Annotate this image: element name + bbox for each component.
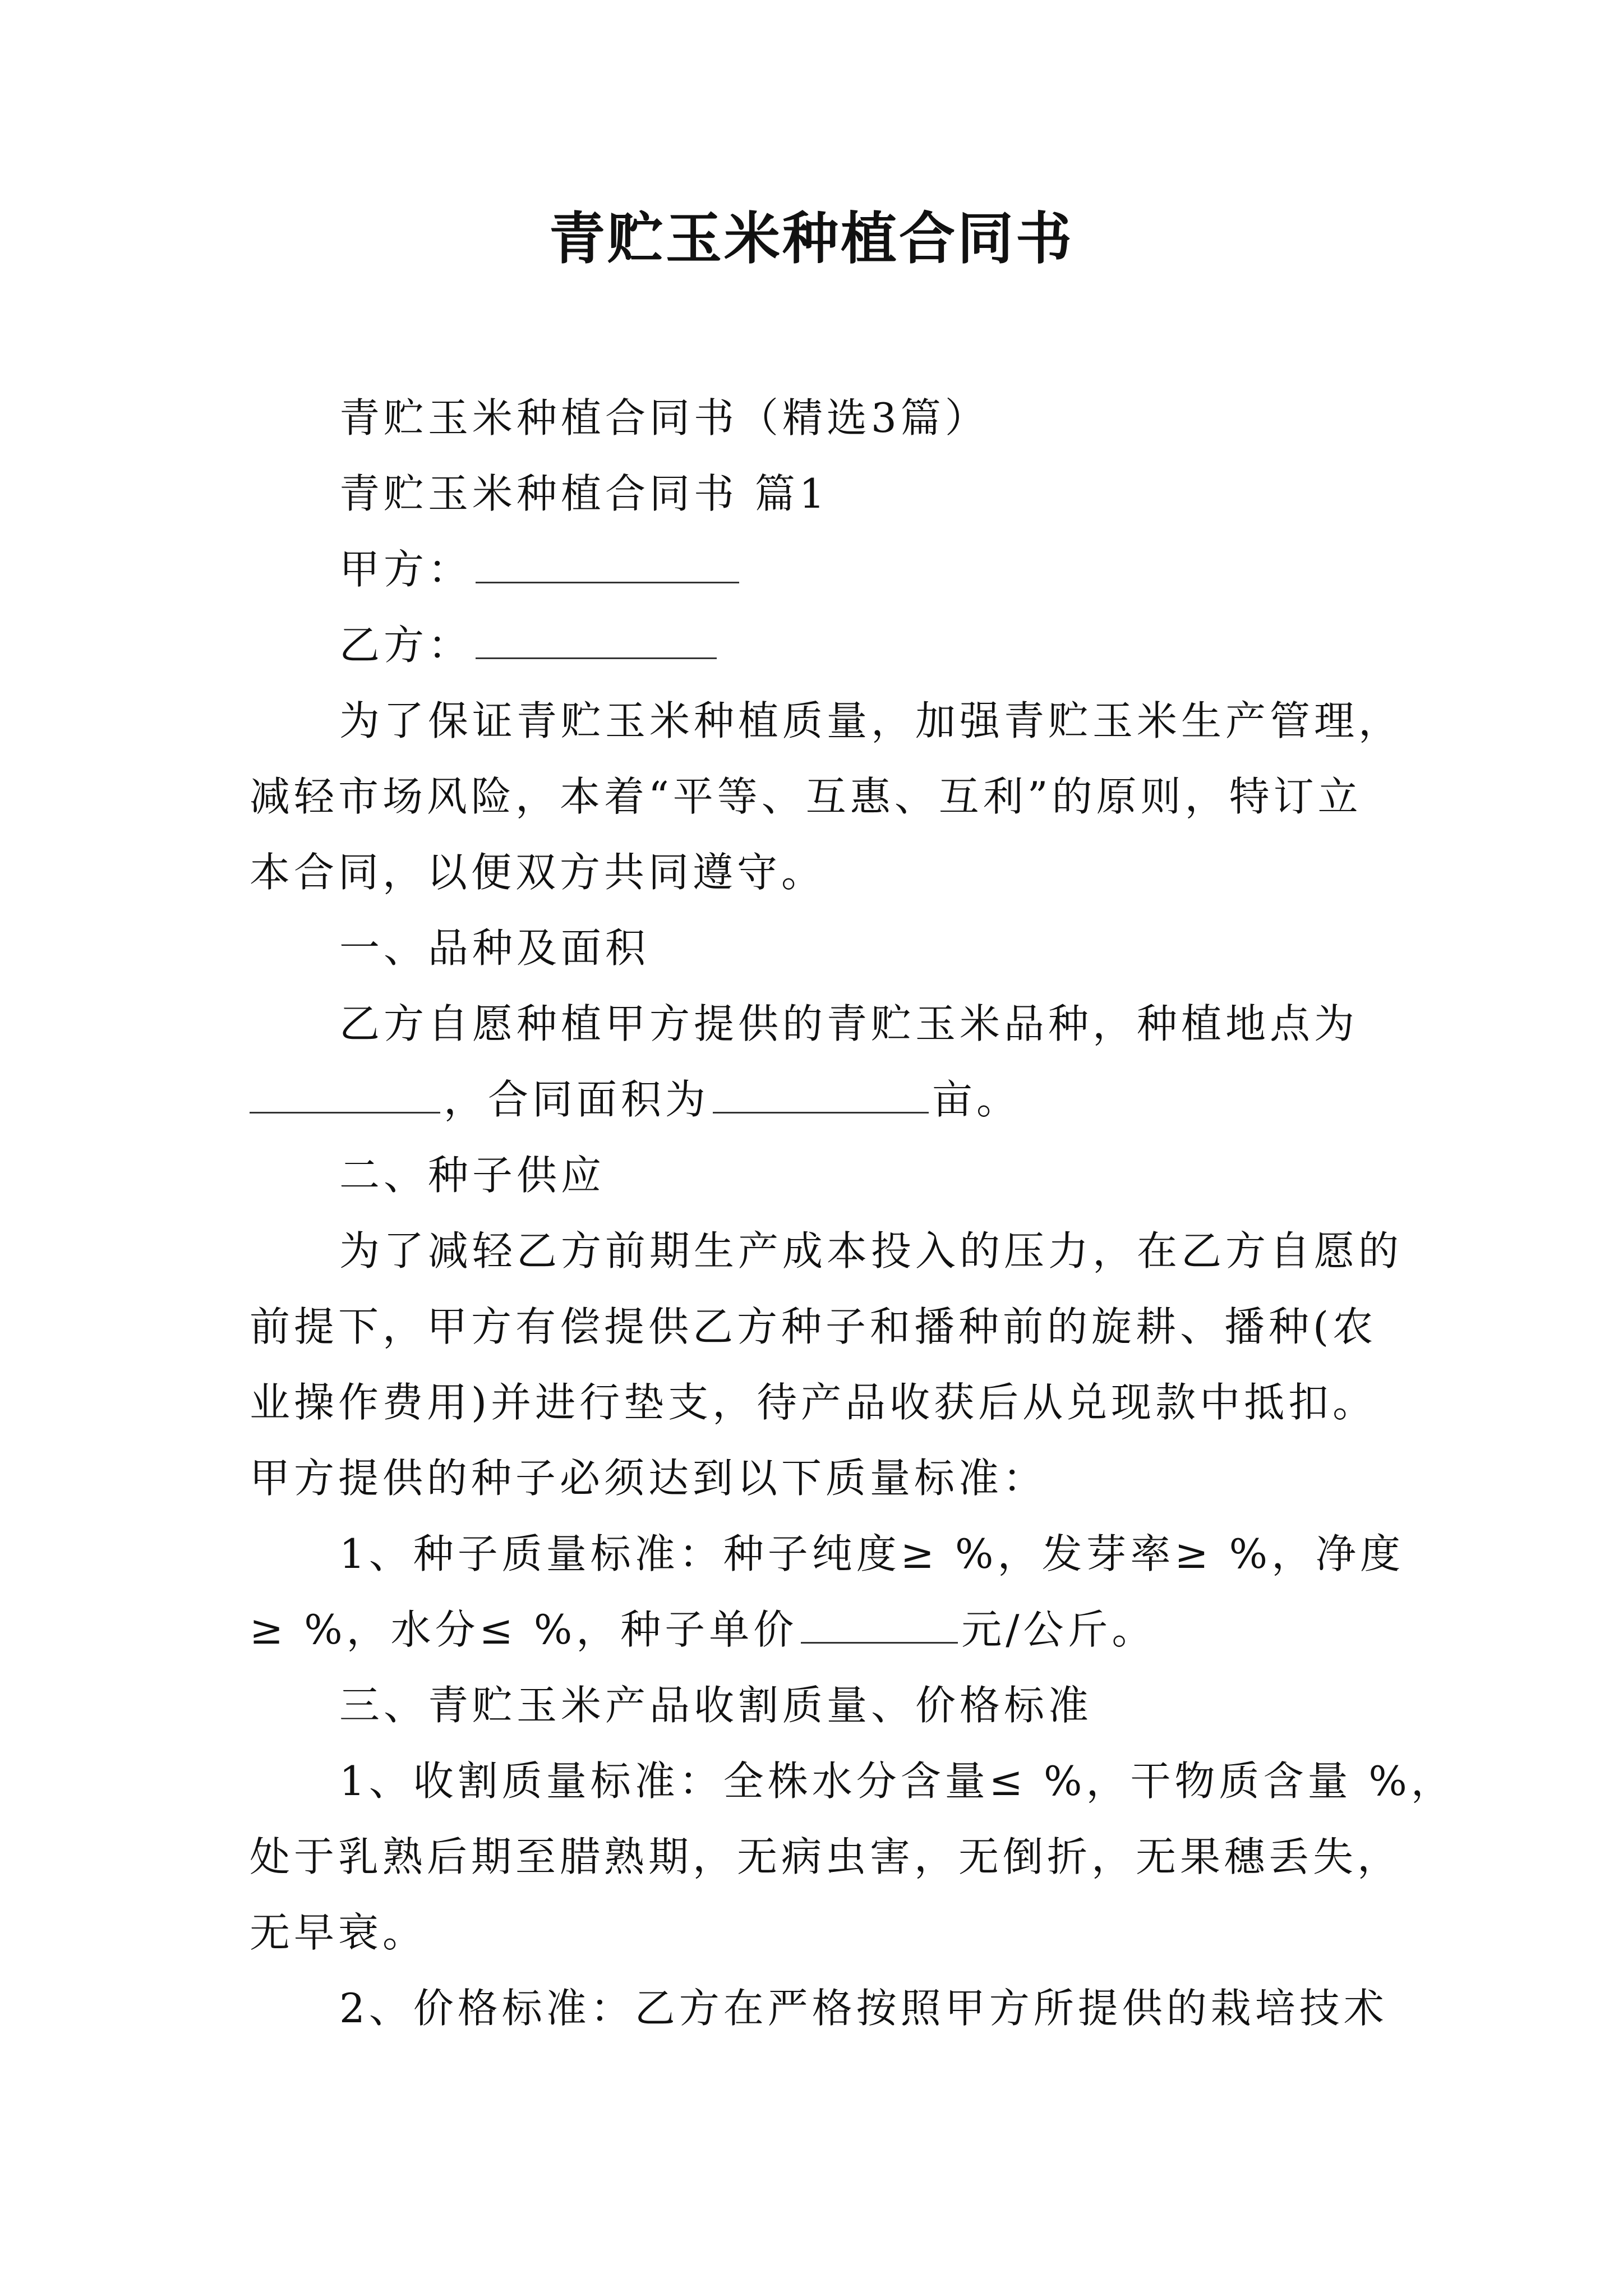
area-blank [713, 1077, 929, 1114]
section3-item1-line-2: 处于乳熟后期至腊熟期，无病虫害，无倒折，无果穗丢失， [250, 1833, 1402, 1880]
section2-line-1: 为了减轻乙方前期生产成本投入的压力，在乙方自愿的 [339, 1227, 1403, 1274]
seed-price-unit: 元/公斤。 [961, 1606, 1156, 1653]
party-a-row [339, 541, 743, 597]
section2-line-3: 业操作费用)并进行垫支，待产品收获后从兑现款中抵扣。 [250, 1379, 1377, 1426]
party-b-blank [476, 623, 717, 659]
section2-item1-line-1: 1、种子质量标准：种子纯度≥ %，发芽率≥ %，净度 [339, 1530, 1405, 1577]
section3-heading: 三、青贮玉米产品收割质量、价格标准 [339, 1682, 1093, 1729]
document-subtitle: 青贮玉米种植合同书（精选3篇） [339, 394, 989, 441]
section2-line-2: 前提下，甲方有偿提供乙方种子和播种前的旋耕、播种(农 [250, 1303, 1377, 1350]
party-a-blank [476, 547, 739, 583]
part-heading: 青贮玉米种植合同书 篇1 [339, 470, 829, 517]
intro-line-1: 为了保证青贮玉米种植质量，加强青贮玉米生产管理， [339, 697, 1403, 744]
section3-item1-line-1: 1、收割质量标准：全株水分含量≤ %，干物质含量 %， [339, 1757, 1455, 1805]
section3-item1-line-3: 无早衰。 [250, 1909, 427, 1956]
intro-line-2: 减轻市场风险，本着“平等、互惠、互利”的原则，特订立 [250, 773, 1362, 820]
section2-item1-line-2 [250, 1602, 1156, 1658]
section1-area-unit: 亩。 [932, 1076, 1021, 1123]
section1-area-label: ，合同面积为 [444, 1076, 710, 1123]
section1-line-2 [250, 1071, 1021, 1128]
section1-heading: 一、品种及面积 [339, 924, 650, 972]
seed-price-label: ≥ %，水分≤ %，种子单价 [250, 1606, 798, 1653]
seed-price-blank [801, 1607, 958, 1644]
section1-line-1: 乙方自愿种植甲方提供的青贮玉米品种，种植地点为 [339, 1000, 1359, 1047]
party-a-label: 甲方： [339, 546, 473, 593]
party-b-row [339, 617, 720, 673]
document-title: 青贮玉米种植合同书 [549, 205, 1074, 272]
location-blank [250, 1077, 440, 1114]
intro-line-3: 本合同，以便双方共同遵守。 [250, 849, 826, 896]
section2-heading: 二、种子供应 [339, 1152, 606, 1199]
section3-item2-line-1: 2、价格标准：乙方在严格按照甲方所提供的栽培技术 [339, 1985, 1388, 2032]
party-b-label: 乙方： [339, 622, 473, 669]
section2-line-4: 甲方提供的种子必须达到以下质量标准： [250, 1455, 1048, 1502]
